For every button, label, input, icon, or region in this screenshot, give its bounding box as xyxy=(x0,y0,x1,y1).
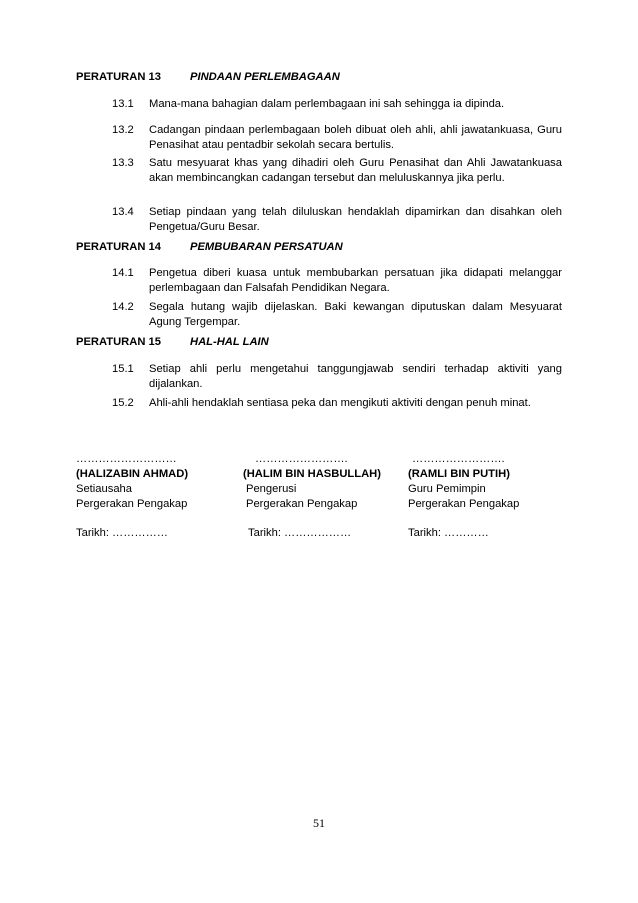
clause-text: Cadangan pindaan perlembagaan boleh dibuat oleh ahli, ahli jawatankuasa, Guru Penasihat atau pentadbir sekolah secara bertulis. xyxy=(149,124,562,151)
signature-date: Tarikh: ………… xyxy=(408,527,489,539)
signature-line: ……………………. xyxy=(412,453,505,465)
clause-text: Satu mesyuarat khas yang dihadiri oleh Guru Penasihat dan Ahli Jawatankuasa akan membincangkan cadangan tersebut dan meluluskannya jika perlu. xyxy=(149,157,562,184)
signatory-role: Setiausaha xyxy=(76,483,132,495)
clause-13-4 xyxy=(112,205,562,235)
regulation-13-heading xyxy=(76,70,340,85)
signature-line: ……………………… xyxy=(76,453,177,465)
clause-14-1 xyxy=(112,266,562,296)
regulation-title: PEMBUBARAN PERSATUAN xyxy=(190,241,343,253)
clause-text: Segala hutang wajib dijelaskan. Baki kewangan diputuskan dalam Mesyuarat Agung Tergempar. xyxy=(149,301,562,328)
page-number: 51 xyxy=(313,816,325,830)
clause-number: 15.2 xyxy=(112,397,134,409)
clause-13-1 xyxy=(112,97,562,112)
clause-text: Setiap pindaan yang telah diluluskan hendaklah dipamirkan dan disahkan oleh Pengetua/Guru Besar. xyxy=(149,206,562,233)
signatory-name: (RAMLI BIN PUTIH) xyxy=(408,468,510,480)
clause-14-2 xyxy=(112,300,562,330)
regulation-title: HAL-HAL LAIN xyxy=(190,336,269,348)
signature-line: ……………………. xyxy=(255,453,348,465)
regulation-title: PINDAAN PERLEMBAGAAN xyxy=(190,71,340,83)
regulation-code: PERATURAN 15 xyxy=(76,336,161,348)
regulation-14-heading xyxy=(76,240,343,255)
clause-13-2 xyxy=(112,123,562,153)
clause-number: 14.2 xyxy=(112,301,134,313)
clause-15-2 xyxy=(112,396,562,411)
clause-text: Pengetua diberi kuasa untuk membubarkan persatuan jika didapati melanggar perlembagaan dan Falsafah Pendidikan Negara. xyxy=(149,267,562,294)
regulation-code: PERATURAN 14 xyxy=(76,241,161,253)
signatory-name: (HALIZABIN AHMAD) xyxy=(76,468,189,480)
clause-number: 13.1 xyxy=(112,98,134,110)
clause-number: 14.1 xyxy=(112,267,134,279)
clause-number: 13.4 xyxy=(112,206,134,218)
regulation-code: PERATURAN 13 xyxy=(76,71,161,83)
signatory-organization: Pergerakan Pengakap xyxy=(76,498,188,510)
clause-text: Setiap ahli perlu mengetahui tanggungjawab sendiri terhadap aktiviti yang dijalankan. xyxy=(149,363,562,390)
clause-text: Mana-mana bahagian dalam perlembagaan ini sah sehingga ia dipinda. xyxy=(149,98,505,110)
signatory-organization: Pergerakan Pengakap xyxy=(408,498,520,510)
clause-number: 13.2 xyxy=(112,124,134,136)
regulation-15-heading xyxy=(76,335,269,350)
signatory-name: (HALIM BIN HASBULLAH) xyxy=(243,468,381,480)
clause-number: 13.3 xyxy=(112,157,134,169)
clause-text: Ahli-ahli hendaklah sentiasa peka dan mengikuti aktiviti dengan penuh minat. xyxy=(149,397,531,409)
signature-block-secretary xyxy=(76,452,188,541)
signature-date: Tarikh: …………… xyxy=(76,527,168,539)
signature-block-chairman xyxy=(243,452,381,541)
signatory-role: Pengerusi xyxy=(246,483,297,495)
clause-13-3 xyxy=(112,156,562,186)
signatory-organization: Pergerakan Pengakap xyxy=(246,498,358,510)
signatory-role: Guru Pemimpin xyxy=(408,483,486,495)
signature-date: Tarikh: ……………… xyxy=(248,527,352,539)
signature-block-leader xyxy=(408,452,519,541)
clause-number: 15.1 xyxy=(112,363,134,375)
clause-15-1 xyxy=(112,362,562,392)
